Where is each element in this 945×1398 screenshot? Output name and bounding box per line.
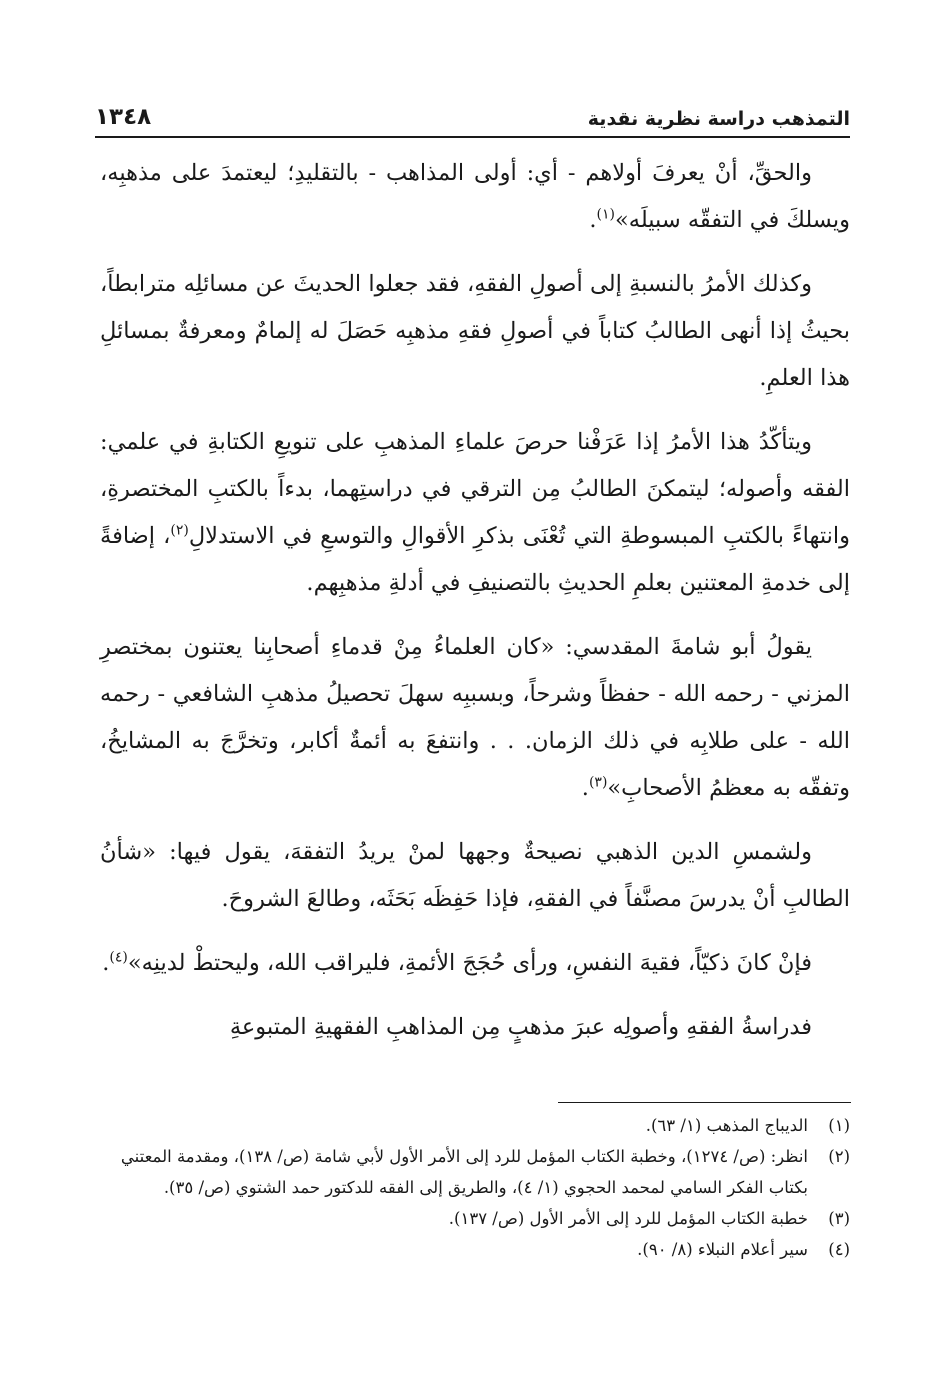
- footnotes: [100, 1110, 850, 1265]
- page-number: ١٣٤٨: [95, 104, 152, 130]
- page-header: [95, 96, 850, 138]
- footnote-text: سير أعلام النبلاء (٨/ ٩٠).: [637, 1240, 808, 1259]
- footnote: [100, 1234, 850, 1265]
- footnote-separator: [558, 1102, 851, 1103]
- footnote: [100, 1203, 850, 1234]
- main-text: [100, 150, 850, 1068]
- paragraph: [100, 624, 850, 812]
- footnote-number: (٤): [828, 1240, 850, 1259]
- paragraph: [100, 1004, 850, 1051]
- footnote-text: انظر: (ص/ ١٢٧٤)، وخطبة الكتاب المؤمل للرد إلى الأمر الأول لأبي شامة (ص/ ١٣٨)، ومقدمة المعتني بكتاب الفكر السامي لمحمد الحجوي (١/ ٤)، والطريق إلى الفقه للدكتور حمد الشتوي (ص/ ٣٥).: [120, 1147, 808, 1197]
- footnote: [100, 1110, 850, 1141]
- paragraph: [100, 150, 850, 244]
- paragraph-text: والحقِّ، أنْ يعرفَ أولاهم - أي: أولى المذاهب - بالتقليدِ؛ ليعتمدَ على مذهبِه، ويسلكَ في التفقّه سبيلَه»: [100, 160, 850, 233]
- paragraph-text: فإنْ كانَ ذكيّاً، فقيهَ النفسِ، ورأى حُجَجَ الأئمةِ، فليراقب الله، وليحتطْ لدينِه»: [127, 950, 812, 976]
- paragraph: [100, 261, 850, 402]
- footnote-ref: (٣): [588, 774, 608, 791]
- paragraph-text: فدراسةُ الفقهِ وأصولِه عبرَ مذهبٍ مِن المذاهبِ الفقهيةِ المتبوعةِ: [229, 1014, 812, 1040]
- paragraph-tail: ، إضافةً إلى خدمةِ المعتنين بعلمِ الحديثِ بالتصنيفِ في أدلةِ مذهبِهم.: [100, 523, 850, 596]
- footnote-text: خطبة الكتاب المؤمل للرد إلى الأمر الأول (ص/ ١٣٧).: [448, 1209, 808, 1228]
- footnote-ref: (٢): [170, 522, 189, 539]
- footnote-number: (١): [828, 1116, 850, 1135]
- footnote-number: (٢): [828, 1147, 850, 1166]
- paragraph: [100, 419, 850, 607]
- paragraph-tail: .: [589, 207, 597, 233]
- paragraph: [100, 829, 850, 923]
- paragraph-text: ويتأكّدُ هذا الأمرُ إذا عَرَفْنا حرصَ علماءِ المذهبِ على تنويعِ الكتابةِ في علمي: الفقه وأصوله؛ ليتمكنَ الطالبُ مِن الترقي في دراستِهما، بدءاً بالكتبِ المختصرةِ، وانتهاءً بالكتبِ المبسوطةِ التي تُعْنَى بذكرِ الأقوالِ والتوسعِ في الاستدلالِ: [100, 429, 851, 549]
- paragraph-tail: .: [102, 950, 110, 976]
- footnote-ref: (٤): [109, 949, 128, 966]
- footnote-number: (٣): [828, 1209, 850, 1228]
- paragraph-text: يقولُ أبو شامةَ المقدسي: «كان العلماءُ مِنْ قدماءِ أصحابِنا يعتنون بمختصرِ المزني - رحمه الله - حفظاً وشرحاً، وبسببِه سهلَ تحصيلُ مذهبِ الشافعي - رحمه الله - على طلابِه في ذلك الزمان. . . وانتفعَ به أئمةٌ أكابر، وتخرَّجَ به المشايخُ، وتفقّه به معظمُ الأصحابِ»: [100, 634, 850, 801]
- footnote-text: الديباج المذهب (١/ ٦٣).: [645, 1116, 808, 1135]
- running-title: التمذهب دراسة نظرية نقدية: [587, 108, 850, 130]
- paragraph-text: ولشمسِ الدين الذهبي نصيحةٌ وجهها لمنْ يريدُ التفقهَ، يقول فيها: «شأنُ الطالبِ أنْ يدرسَ مصنَّفاً في الفقهِ، فإذا حَفِظَه بَحَثَه، وطالعَ الشروحَ.: [100, 839, 850, 912]
- footnote-ref: (١): [596, 206, 615, 223]
- paragraph: [100, 940, 850, 987]
- footnote: [100, 1141, 850, 1203]
- paragraph-text: وكذلك الأمرُ بالنسبةِ إلى أصولِ الفقهِ، فقد جعلوا الحديثَ عن مسائلِه مترابطاً، بحيثُ إذا أنهى الطالبُ كتاباً في أصولِ فقهِ مذهبِه حَصَلَ له إلمامٌ ومعرفةٌ بمسائلِ هذا العلمِ.: [100, 271, 850, 391]
- paragraph-tail: .: [581, 775, 589, 801]
